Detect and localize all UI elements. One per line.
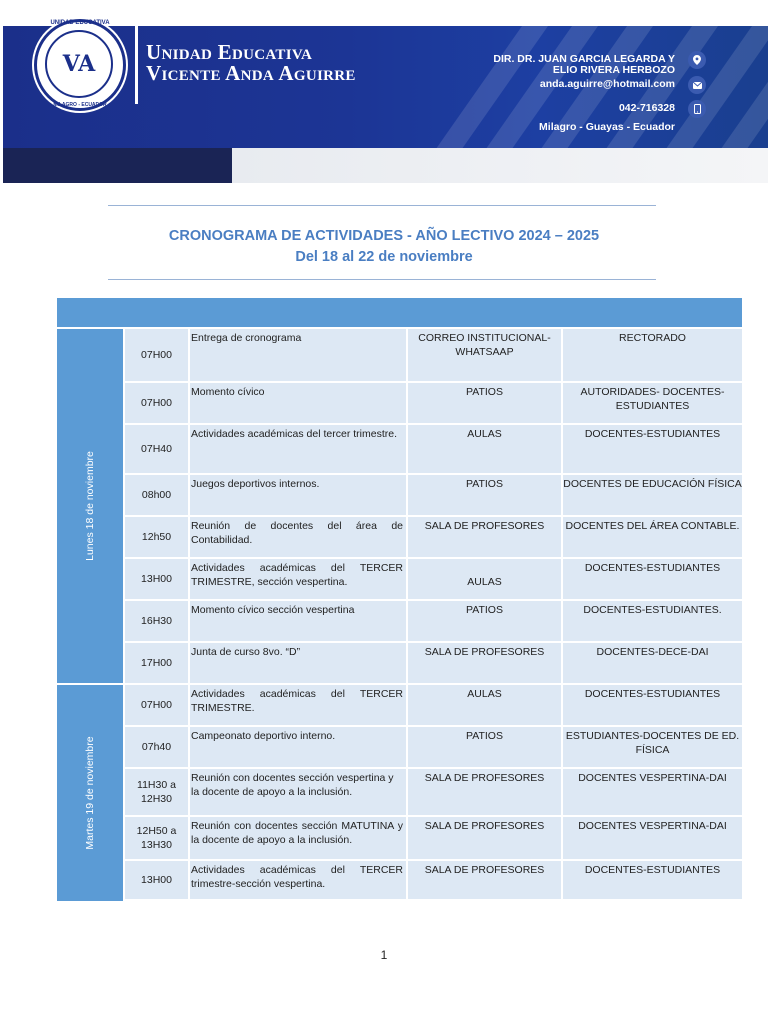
page-title: CRONOGRAMA DE ACTIVIDADES - AÑO LECTIVO 2024 – 2025	[168, 228, 600, 244]
time-cell: 13H00	[125, 559, 188, 599]
table-row	[125, 727, 742, 769]
phone-icon	[688, 100, 706, 118]
school-logo	[34, 19, 126, 111]
table-row	[125, 685, 742, 727]
school-name	[146, 42, 356, 84]
table-row	[125, 517, 742, 559]
responsible-cell: AUTORIDADES- DOCENTES-ESTUDIANTES	[563, 383, 742, 423]
place-cell: PATIOS	[408, 475, 561, 515]
title-rule-top	[108, 205, 656, 206]
page-number: 1	[380, 948, 388, 962]
title-rule-bottom	[108, 279, 656, 280]
place-cell: SALA DE PROFESORES	[408, 643, 561, 683]
mail-icon	[688, 76, 706, 94]
activity-cell: Actividades académicas del TERCER TRIMESTRE.	[190, 685, 406, 725]
table-row	[125, 329, 742, 383]
page-subtitle: Del 18 al 22 de noviembre	[295, 249, 473, 265]
activity-cell: Junta de curso 8vo. “D”	[190, 643, 406, 683]
table-row	[125, 861, 742, 901]
day-label-text: Martes 19 de noviembre	[84, 736, 96, 850]
place-cell: SALA DE PROFESORES	[408, 769, 561, 815]
header-divider	[135, 20, 138, 104]
address-line1: DIR. DR. JUAN GARCIA LEGARDA Y	[493, 53, 675, 65]
time-cell: 11H30 a 12H30	[125, 769, 188, 815]
activity-cell: Actividades académicas del tercer trimestre.	[190, 425, 406, 473]
responsible-cell: DOCENTES-ESTUDIANTES	[563, 685, 742, 725]
header-dark-band	[3, 148, 255, 183]
activity-cell: Actividades académicas del TERCER TRIMESTRE, sección vespertina.	[190, 559, 406, 599]
time-cell: 12H50 a 13H30	[125, 817, 188, 859]
time-cell: 07H00	[125, 685, 188, 725]
responsible-cell: DOCENTES VESPERTINA-DAI	[563, 769, 742, 815]
place-cell: PATIOS	[408, 601, 561, 641]
time-cell: 16H30	[125, 601, 188, 641]
table-row	[125, 559, 742, 601]
location-icon	[688, 51, 706, 69]
table-row	[125, 383, 742, 425]
activity-cell: Reunión de docentes del área de Contabilidad.	[190, 517, 406, 557]
day-label-tuesday	[57, 685, 123, 901]
responsible-cell: DOCENTES DEL ÁREA CONTABLE.	[563, 517, 742, 557]
school-name-line1: Unidad Educativa	[146, 40, 313, 64]
school-name-line2: Vicente Anda Aguirre	[146, 61, 356, 85]
time-cell: 17H00	[125, 643, 188, 683]
activity-cell: Momento cívico sección vespertina	[190, 601, 406, 641]
place-cell: SALA DE PROFESORES	[408, 517, 561, 557]
table-row	[125, 769, 742, 817]
table-header	[57, 298, 742, 327]
activity-cell: Actividades académicas del TERCER trimestre-sección vespertina.	[190, 861, 406, 899]
table-row	[125, 475, 742, 517]
place-cell: AULAS	[408, 559, 561, 599]
address-line2: ELIO RIVERA HERBOZO	[552, 64, 675, 76]
place-cell: AULAS	[408, 425, 561, 473]
place-cell: PATIOS	[408, 383, 561, 423]
logo-text-bottom: MILAGRO - ECUADOR	[53, 102, 107, 108]
time-cell: 08h00	[125, 475, 188, 515]
responsible-cell: DOCENTES-ESTUDIANTES	[563, 559, 742, 599]
activity-cell: Momento cívico	[190, 383, 406, 423]
logo-text-top: UNIDAD EDUCATIVA	[50, 20, 110, 26]
place-cell: SALA DE PROFESORES	[408, 861, 561, 899]
time-cell: 12h50	[125, 517, 188, 557]
responsible-cell: DOCENTES DE EDUCACIÓN FÍSICA	[563, 475, 742, 515]
day-label-text: Lunes 18 de noviembre	[84, 451, 96, 561]
time-cell: 13H00	[125, 861, 188, 899]
day-label-monday	[57, 329, 123, 683]
activity-cell: Entrega de cronograma	[190, 329, 406, 381]
place-cell: AULAS	[408, 685, 561, 725]
time-cell: 07H00	[125, 329, 188, 381]
table-row	[125, 643, 742, 685]
table-row	[125, 817, 742, 861]
activity-cell: Campeonato deportivo interno.	[190, 727, 406, 767]
place-cell: SALA DE PROFESORES	[408, 817, 561, 859]
time-cell: 07H40	[125, 425, 188, 473]
table-row	[125, 425, 742, 475]
contact-city: Milagro - Guayas - Ecuador	[539, 121, 675, 133]
time-cell: 07h40	[125, 727, 188, 767]
contact-address	[493, 54, 675, 76]
logo-mark: VA	[62, 51, 96, 77]
header-light-band	[232, 148, 768, 183]
place-cell: PATIOS	[408, 727, 561, 767]
responsible-cell: DOCENTES-ESTUDIANTES	[563, 425, 742, 473]
responsible-cell: ESTUDIANTES-DOCENTES DE ED. FÍSICA	[563, 727, 742, 767]
time-cell: 07H00	[125, 383, 188, 423]
activity-cell: Juegos deportivos internos.	[190, 475, 406, 515]
responsible-cell: DOCENTES-ESTUDIANTES.	[563, 601, 742, 641]
activity-cell: Reunión con docentes sección vespertina y la docente de apoyo a la inclusión.	[190, 769, 406, 815]
contact-phone: 042-716328	[618, 102, 675, 114]
place-cell: CORREO INSTITUCIONAL-WHATSAAP	[408, 329, 561, 381]
responsible-cell: RECTORADO	[563, 329, 742, 381]
responsible-cell: DOCENTES-ESTUDIANTES	[563, 861, 742, 899]
responsible-cell: DOCENTES-DECE-DAI	[563, 643, 742, 683]
responsible-cell: DOCENTES VESPERTINA-DAI	[563, 817, 742, 859]
contact-email: anda.aguirre@hotmail.com	[539, 78, 675, 90]
table-row	[125, 601, 742, 643]
activity-cell: Reunión con docentes sección MATUTINA y la docente de apoyo a la inclusión.	[190, 817, 406, 859]
